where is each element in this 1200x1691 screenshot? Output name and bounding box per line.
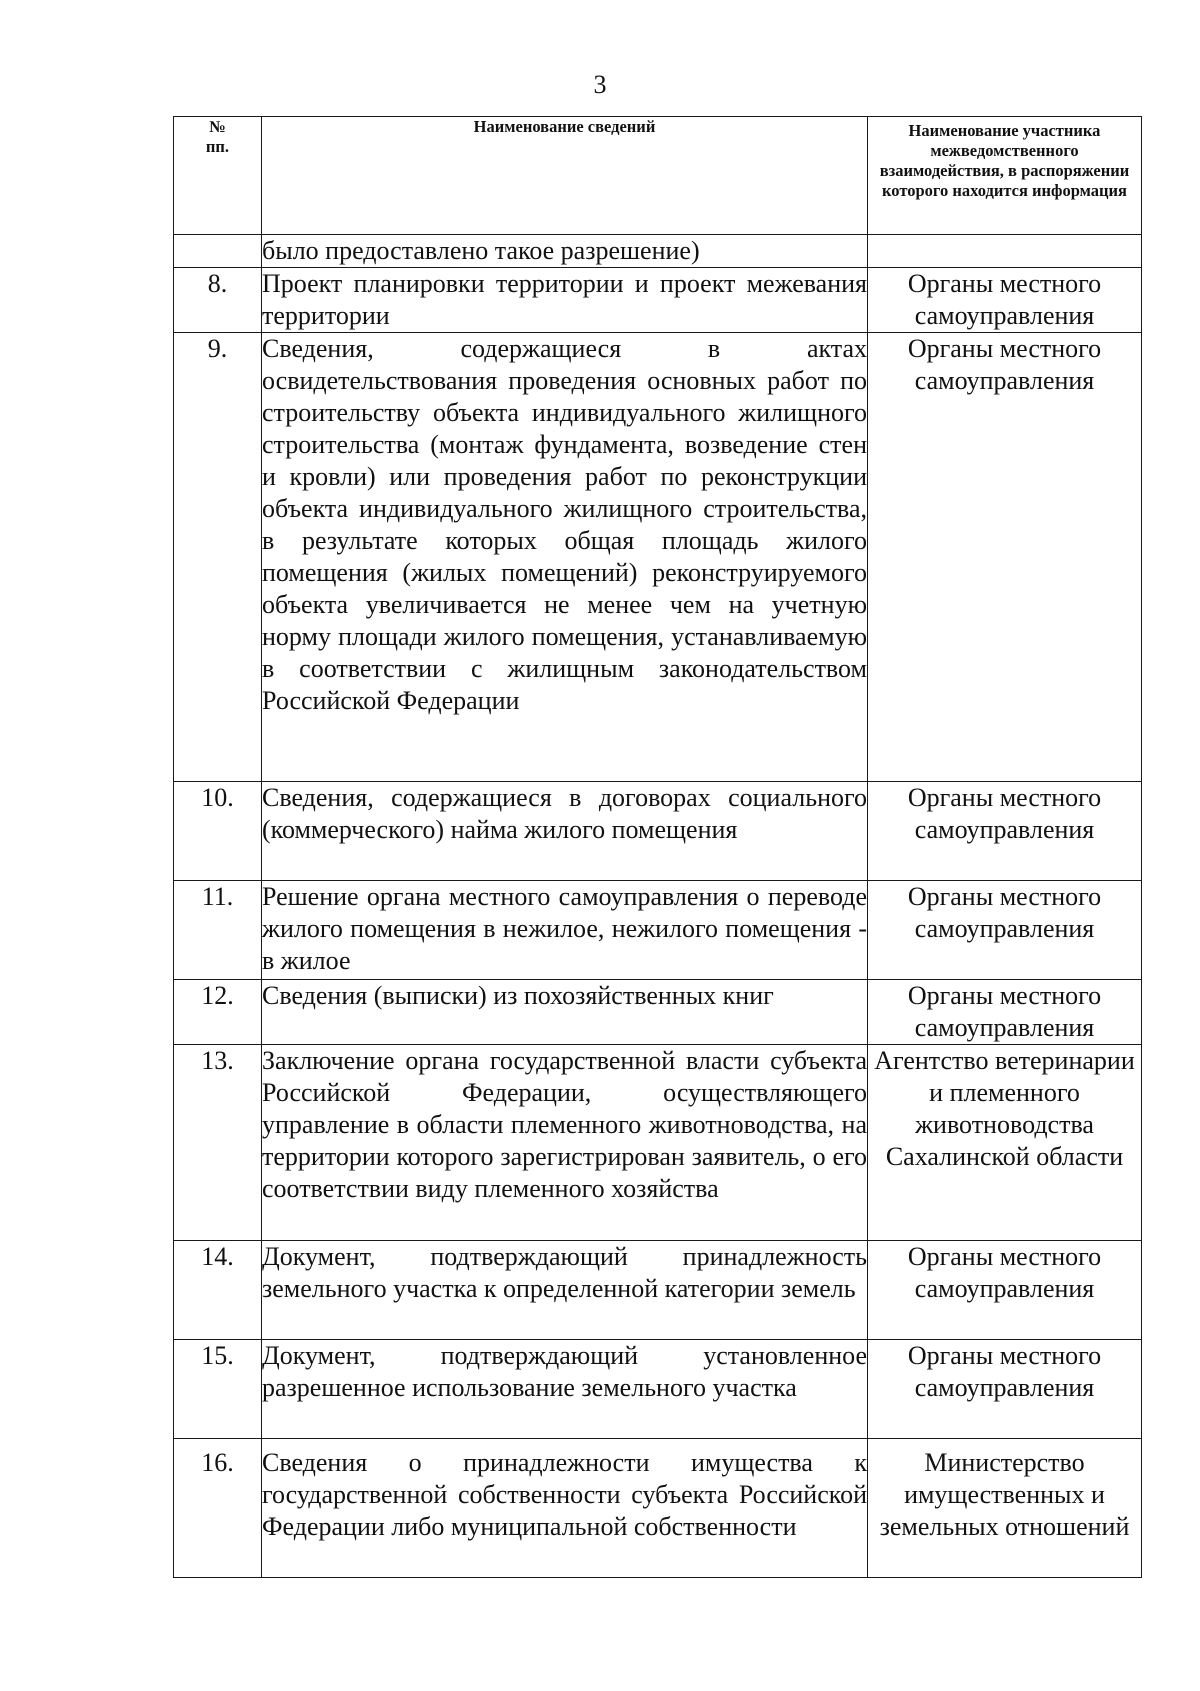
cell-participant: Органы местного самоуправления [868, 980, 1142, 1045]
cell-participant: Органы местного самоуправления [868, 268, 1142, 333]
cell-number: 9. [174, 333, 262, 782]
cell-name: Решение органа местного самоуправления о переводе жилого помещения в нежилое, нежилого помещения - в жилое [262, 881, 868, 980]
header-participant [868, 117, 1142, 235]
table-row [174, 1439, 1142, 1578]
header-number [174, 117, 262, 235]
table-row [174, 881, 1142, 980]
cell-number: 10. [174, 782, 262, 881]
table-row [174, 980, 1142, 1045]
cell-name: Сведения (выписки) из похозяйственных книг [262, 980, 868, 1045]
header-name-text: Наименование сведений [473, 117, 656, 136]
cell-name: было предоставлено такое разрешение) [262, 235, 868, 268]
cell-name: Документ, подтверждающий принадлежность земельного участка к определенной категории земель [262, 1241, 868, 1340]
cell-name: Сведения, содержащиеся в договорах социального (коммерческого) найма жилого помещения [262, 782, 868, 881]
info-table [173, 116, 1142, 1578]
table-row-continuation [174, 235, 1142, 268]
header-participant-text: Наименование участника межведомственного взаимодействия, в распоряжении которого находится информация [879, 121, 1130, 200]
cell-name: Сведения о принадлежности имущества к государственной собственности субъекта Российской Федерации либо муниципальной собственности [262, 1439, 868, 1578]
cell-participant: Агентство ветеринарии и племенного животноводства Сахалинской области [868, 1045, 1142, 1241]
table-row [174, 782, 1142, 881]
cell-participant: Органы местного самоуправления [868, 881, 1142, 980]
cell-name: Документ, подтверждающий установленное разрешенное использование земельного участка [262, 1340, 868, 1439]
cell-name: Сведения, содержащиеся в актах освидетельствования проведения основных работ по строительству объекта индивидуального жилищного строительства (монтаж фундамента, возведение стен и кровли) или проведения работ по реконструкции объекта индивидуального жилищного строительства, в результате которых общая площадь жилого помещения (жилых помещений) реконструируемого объекта увеличивается не менее чем на учетную норму площади жилого помещения, устанавливаемую в соответствии с жилищным законодательством Российской Федерации [262, 333, 868, 782]
table-row [174, 1340, 1142, 1439]
cell-number: 8. [174, 268, 262, 333]
cell-participant: Органы местного самоуправления [868, 782, 1142, 881]
cell-number: 13. [174, 1045, 262, 1241]
table-row [174, 268, 1142, 333]
cell-name: Проект планировки территории и проект межевания территории [262, 268, 868, 333]
table-header-row [174, 117, 1142, 235]
cell-number: 15. [174, 1340, 262, 1439]
cell-participant: Органы местного самоуправления [868, 1340, 1142, 1439]
page-number: 3 [593, 70, 607, 99]
cell-participant [868, 235, 1142, 268]
cell-name: Заключение органа государственной власти субъекта Российской Федерации, осуществляющего управление в области племенного животноводства, на территории которого зарегистрирован заявитель, о его соответствии виду племенного хозяйства [262, 1045, 868, 1241]
cell-participant: Органы местного самоуправления [868, 1241, 1142, 1340]
table-row [174, 333, 1142, 782]
cell-number [174, 235, 262, 268]
cell-number: 14. [174, 1241, 262, 1340]
cell-number: 11. [174, 881, 262, 980]
header-number-text: № пп. [205, 117, 230, 156]
table-row [174, 1241, 1142, 1340]
header-name [262, 117, 868, 235]
cell-participant: Органы местного самоуправления [868, 333, 1142, 782]
cell-participant: Министерство имущественных и земельных отношений [868, 1439, 1142, 1578]
cell-number: 16. [174, 1439, 262, 1578]
cell-number: 12. [174, 980, 262, 1045]
table-row [174, 1045, 1142, 1241]
